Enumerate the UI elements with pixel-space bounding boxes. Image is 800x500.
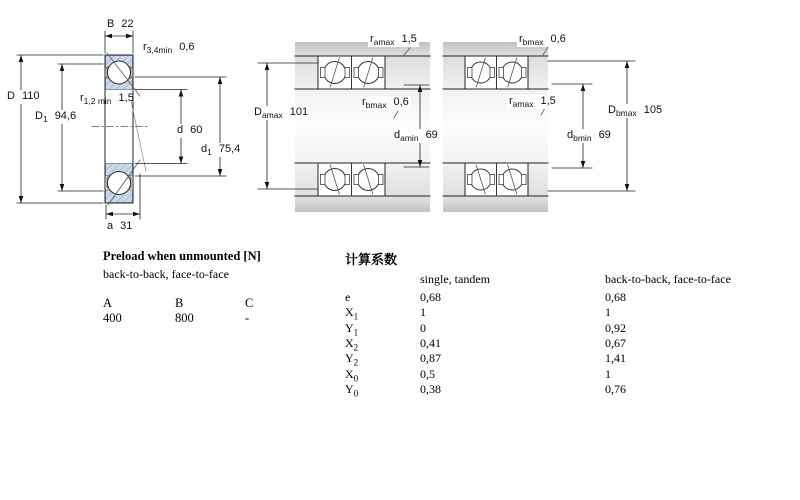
factor-row-X2: $X_2$ 0,41 0,67 — [345, 336, 626, 353]
dim-label-rbmax-b: $r_{bmax}$ 0,6 — [519, 33, 566, 48]
factor-row-Y1: $Y_1$ 0 0,92 — [345, 320, 626, 338]
preload-col-C: C — [245, 296, 254, 310]
factor-row-X0: $X_0$ 0,5 1 — [345, 366, 611, 384]
factor-row-Y2: $Y_2$ 0,87 1,41 — [345, 351, 626, 368]
dim-label-D: D 110 — [7, 90, 40, 102]
dim-label-D1: $D_1$ 94,6 — [35, 110, 77, 125]
calculation-factors-table — [345, 249, 800, 399]
preload-col-B: B — [175, 296, 184, 310]
factor-row-Y0: $Y_0$ 0,38 0,76 — [345, 382, 626, 399]
factor-row-X1: $X_1$ 1 1 — [345, 305, 611, 322]
preload-value-B: 800 — [175, 311, 194, 325]
dim-label-r34min: $r_{3,4min}$ 0,6 — [143, 41, 195, 56]
preload-header-row — [103, 296, 333, 311]
dim-label-a: a 31 — [107, 220, 133, 232]
pair-figure-a — [258, 42, 430, 212]
preload-value-row — [103, 311, 333, 326]
dim-label-d: d 60 — [177, 124, 203, 136]
preload-value-A: 400 — [103, 311, 122, 325]
preload-value-C: - — [245, 311, 250, 325]
factors-title: 计算系数 — [345, 252, 398, 267]
dim-label-B: B 22 — [107, 18, 134, 30]
factors-col-single: single, tandem — [420, 272, 490, 286]
factor-row-e: e 0,68 0,68 — [345, 290, 626, 304]
pair-figure-b — [443, 42, 635, 212]
dim-label-damin: $d_{amin}$ 69 — [394, 129, 438, 144]
dim-label-dbmin: $d_{bmin}$ 69 — [567, 129, 611, 144]
dim-label-Dbmax: $D_{bmax}$ 105 — [608, 104, 663, 119]
dim-label-ramax-b: $r_{amax}$ 1,5 — [509, 95, 556, 110]
preload-table — [103, 249, 333, 326]
preload-title: Preload when unmounted [N] — [103, 249, 261, 263]
dim-label-d1: $d_1$ 75,4 — [201, 143, 241, 158]
dim-label-rbmax-a: $r_{bmax}$ 0,6 — [362, 96, 409, 111]
dim-label-ramax-a: $r_{amax}$ 1,5 — [370, 33, 417, 48]
dim-label-r12min: $r_{1,2 min}$ 1,5 — [80, 92, 134, 107]
dim-label-Damax: $D_{amax}$ 101 — [254, 106, 309, 121]
factors-rows — [345, 290, 626, 397]
factors-col-paired: back-to-back, face-to-face — [605, 272, 731, 286]
preload-subtitle: back-to-back, face-to-face — [103, 267, 229, 281]
preload-col-A: A — [103, 296, 113, 310]
